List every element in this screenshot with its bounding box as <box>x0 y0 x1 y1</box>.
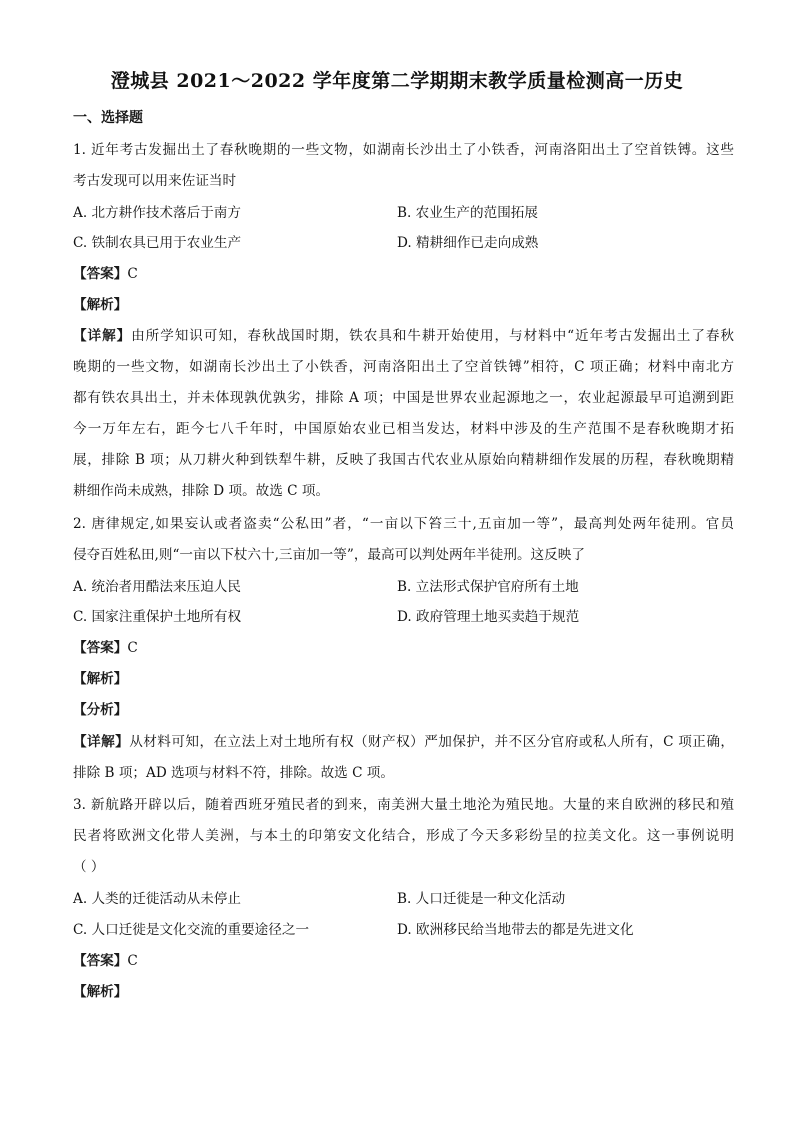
q2-option-d: D. 政府管理土地买卖趋于规范 <box>397 609 580 625</box>
q1-detail-line-1 <box>73 326 734 346</box>
section-heading: 一、选择题 <box>73 110 143 126</box>
q1-answer <box>73 264 734 284</box>
q2-detail-line-2: 排除 B 项；AD 选项与材料不符，排除。故选 C 项。 <box>73 765 394 781</box>
answer-value: C <box>127 640 138 656</box>
q2-detail-line-1 <box>73 732 734 752</box>
detail-tag: 【详解】 <box>73 734 130 750</box>
q1-detail-line-6: 耕细作尚未成熟，排除 D 项。故选 C 项。 <box>73 483 330 499</box>
q1-detail-line-2: 晚期的一些文物，如湖南长沙出土了小铁香，河南洛阳出土了空首铁镈”相符，C 项正确；材料中南北方 <box>73 359 734 375</box>
q2-option-c: C. 国家注重保护土地所有权 <box>73 609 242 625</box>
detail-text: 由所学知识可知，春秋战国时期，铁农具和牛耕开始使用，与材料中“近年考古发掘出土了春秋 <box>131 328 734 344</box>
q1-analysis-tag: 【解析】 <box>73 297 128 313</box>
detail-tag: 【详解】 <box>73 328 132 344</box>
q3-stem-line-2: 民者将欧洲文化带人美洲，与本土的印第安文化结合，形成了今天多彩纷呈的拉美文化。这一事例说明 <box>73 828 734 844</box>
q1-option-d: D. 精耕细作已走向成熟 <box>397 235 539 251</box>
q1-option-a: A. 北方耕作技术落后于南方 <box>73 205 241 221</box>
q1-detail-line-4: 今一万年左右，距今七八千年时，中国原始农业已相当发达，材料中涉及的生产范围不是春秋晚期才拓 <box>73 421 734 437</box>
answer-tag: 【答案】 <box>73 640 128 656</box>
q3-analysis-tag: 【解析】 <box>73 984 128 1000</box>
q2-stem-line-1: 2. 唐律规定,如果妄认或者盗卖“公私田”者，“一亩以下笞三十,五亩加一等”，最高判处两年徒刑。官员 <box>73 516 734 532</box>
q2-option-a: A. 统治者用酷法来压迫人民 <box>73 579 241 595</box>
q1-option-c: C. 铁制农具已用于农业生产 <box>73 235 242 251</box>
q3-answer <box>73 951 734 971</box>
answer-tag: 【答案】 <box>73 266 128 282</box>
q3-stem-line-1: 3. 新航路开辟以后，随着西班牙殖民者的到来，南美洲大量土地沦为殖民地。大量的来自欧洲的移民和殖 <box>73 797 734 813</box>
q2-analysis-tag: 【解析】 <box>73 671 128 687</box>
q1-option-b: B. 农业生产的范围拓展 <box>397 205 538 221</box>
q3-option-a: A. 人类的迁徙活动从未停止 <box>73 891 241 907</box>
q1-detail-line-5: 展，排除 B 项；从刀耕火种到铁犁牛耕，反映了我国古代农业从原始向精耕细作发展的历程，春秋晚期精 <box>73 452 734 468</box>
q3-option-b: B. 人口迁徙是一种文化活动 <box>397 891 566 907</box>
answer-tag: 【答案】 <box>73 953 128 969</box>
answer-value: C <box>127 953 138 969</box>
answer-value: C <box>127 266 138 282</box>
q1-stem-line-2: 考古发现可以用来佐证当时 <box>73 173 237 189</box>
q1-detail-line-3: 都有铁农具出土，并未体现孰优孰劣，排除 A 项；中国是世界农业起源地之一，农业起源最早可追溯到距 <box>73 390 734 406</box>
q3-option-d: D. 欧洲移民给当地带去的都是先进文化 <box>397 922 634 938</box>
q1-stem-line-1: 1. 近年考古发掘出土了春秋晚期的一些文物，如湖南长沙出土了小铁香，河南洛阳出土了空首铁镈。这些 <box>73 142 734 158</box>
q2-stem-line-2: 侵夺百姓私田,则“一亩以下杖六十,三亩加一等”，最高可以判处两年半徒刑。这反映了 <box>73 547 585 563</box>
document-title: 澄城县 2021～2022 学年度第二学期期末教学质量检测高一历史 <box>110 70 684 92</box>
q2-fenxi-tag: 【分析】 <box>73 702 128 718</box>
q2-answer <box>73 638 734 658</box>
detail-text: 从材料可知，在立法上对土地所有权（财产权）严加保护，并不区分官府或私人所有，C 项正确， <box>129 734 734 750</box>
q2-option-b: B. 立法形式保护官府所有土地 <box>397 579 579 595</box>
q3-stem-line-3: （ ） <box>73 859 105 875</box>
q3-option-c: C. 人口迁徙是文化交流的重要途径之一 <box>73 922 310 938</box>
